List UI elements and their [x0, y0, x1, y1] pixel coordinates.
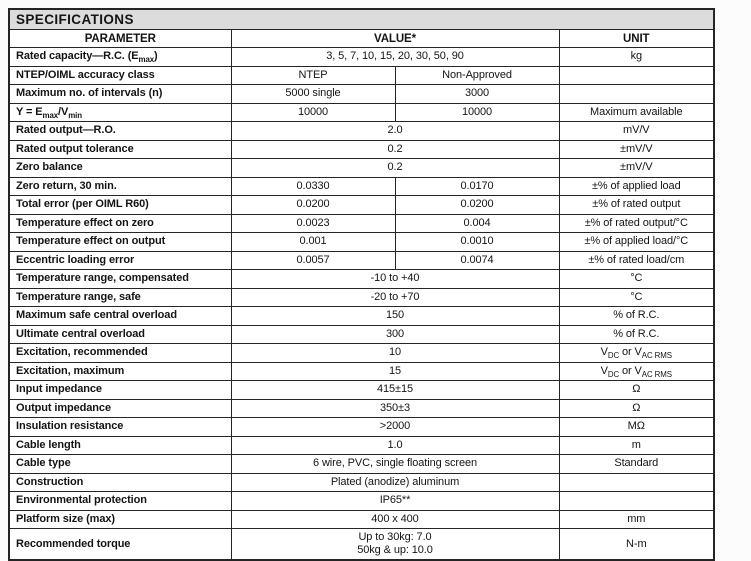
parameter-cell: Temperature effect on output: [9, 233, 231, 252]
unit-cell: ±% of rated load/cm: [559, 251, 714, 270]
parameter-cell: Excitation, recommended: [9, 344, 231, 363]
parameter-cell: Rated output—R.O.: [9, 122, 231, 141]
unit-cell: % of R.C.: [559, 325, 714, 344]
unit-cell: [559, 85, 714, 104]
value-cell: 2.0: [231, 122, 559, 141]
value-cell: 300: [231, 325, 559, 344]
unit-cell: MΩ: [559, 418, 714, 437]
unit-cell: [559, 66, 714, 85]
table-row: [9, 85, 714, 104]
unit-cell: °C: [559, 270, 714, 289]
value-cell: 0.001: [231, 233, 395, 252]
unit-cell: ±% of rated output: [559, 196, 714, 215]
unit-cell: ±mV/V: [559, 140, 714, 159]
parameter-cell: Cable type: [9, 455, 231, 474]
value-cell: 0.2: [231, 159, 559, 178]
column-header-value: VALUE*: [231, 30, 559, 48]
value-cell: 0.0330: [231, 177, 395, 196]
parameter-cell: Rated output tolerance: [9, 140, 231, 159]
table-row: [9, 344, 714, 363]
value-cell: -10 to +40: [231, 270, 559, 289]
table-row: [9, 325, 714, 344]
parameter-cell: Zero return, 30 min.: [9, 177, 231, 196]
value-cell: IP65**: [231, 492, 559, 511]
table-row: [9, 196, 714, 215]
parameter-cell: Recommended torque: [9, 529, 231, 561]
unit-cell: kg: [559, 48, 714, 67]
value-cell: -20 to +70: [231, 288, 559, 307]
table-row: [9, 492, 714, 511]
parameter-cell: Output impedance: [9, 399, 231, 418]
unit-cell: $V_{DC}$ or $V_{AC RMS}$: [559, 344, 714, 363]
value-cell: Up to 30kg: 7.0 50kg & up: 10.0: [231, 529, 559, 561]
table-title: SPECIFICATIONS: [9, 9, 714, 30]
datasheet-page: [8, 8, 715, 561]
parameter-cell: Total error (per OIML R60): [9, 196, 231, 215]
spec-table-body: [9, 48, 714, 561]
value-cell: 15: [231, 362, 559, 381]
table-row: [9, 529, 714, 561]
value-cell: 400 x 400: [231, 510, 559, 529]
value-cell: 10: [231, 344, 559, 363]
value-cell: 1.0: [231, 436, 559, 455]
table-row: [9, 233, 714, 252]
parameter-cell: Temperature range, compensated: [9, 270, 231, 289]
value-cell: 3000: [395, 85, 559, 104]
parameter-cell: Eccentric loading error: [9, 251, 231, 270]
column-header-unit: UNIT: [559, 30, 714, 48]
value-cell: 0.004: [395, 214, 559, 233]
unit-cell: m: [559, 436, 714, 455]
parameter-cell: Temperature effect on zero: [9, 214, 231, 233]
parameter-cell: Platform size (max): [9, 510, 231, 529]
table-row: [9, 103, 714, 122]
unit-cell: [559, 473, 714, 492]
unit-cell: ±% of applied load/°C: [559, 233, 714, 252]
unit-cell: Ω: [559, 381, 714, 400]
value-cell: 5000 single: [231, 85, 395, 104]
value-cell: 0.0010: [395, 233, 559, 252]
value-cell: 150: [231, 307, 559, 326]
table-row: [9, 362, 714, 381]
parameter-cell: Input impedance: [9, 381, 231, 400]
parameter-cell: Ultimate central overload: [9, 325, 231, 344]
specifications-table: [8, 8, 715, 561]
parameter-cell: Temperature range, safe: [9, 288, 231, 307]
unit-cell: $V_{DC}$ or $V_{AC RMS}$: [559, 362, 714, 381]
unit-cell: N-m: [559, 529, 714, 561]
table-row: [9, 159, 714, 178]
unit-cell: Standard: [559, 455, 714, 474]
table-row: [9, 66, 714, 85]
value-cell: 6 wire, PVC, single floating screen: [231, 455, 559, 474]
table-title-row: [9, 9, 714, 30]
table-row: [9, 455, 714, 474]
table-row: [9, 251, 714, 270]
parameter-cell: Maximum safe central overload: [9, 307, 231, 326]
table-row: [9, 307, 714, 326]
table-header-row: [9, 30, 714, 48]
value-cell: 415±15: [231, 381, 559, 400]
unit-cell: [559, 492, 714, 511]
table-row: [9, 381, 714, 400]
table-row: [9, 436, 714, 455]
unit-cell: Ω: [559, 399, 714, 418]
value-cell: 0.0170: [395, 177, 559, 196]
value-cell: 3, 5, 7, 10, 15, 20, 30, 50, 90: [231, 48, 559, 67]
value-cell: 0.0200: [395, 196, 559, 215]
value-cell: 10000: [395, 103, 559, 122]
column-header-parameter: PARAMETER: [9, 30, 231, 48]
value-cell: 0.0200: [231, 196, 395, 215]
value-cell: >2000: [231, 418, 559, 437]
parameter-cell: Rated capacity—R.C. $(E_{max})$: [9, 48, 231, 67]
table-row: [9, 510, 714, 529]
parameter-cell: Maximum no. of intervals (n): [9, 85, 231, 104]
parameter-cell: Zero balance: [9, 159, 231, 178]
table-row: [9, 122, 714, 141]
value-cell: 10000: [231, 103, 395, 122]
parameter-cell: NTEP/OIML accuracy class: [9, 66, 231, 85]
unit-cell: % of R.C.: [559, 307, 714, 326]
value-cell: 0.0023: [231, 214, 395, 233]
table-row: [9, 177, 714, 196]
unit-cell: Maximum available: [559, 103, 714, 122]
parameter-cell: Construction: [9, 473, 231, 492]
unit-cell: ±% of rated output/°C: [559, 214, 714, 233]
value-cell: 0.2: [231, 140, 559, 159]
table-row: [9, 214, 714, 233]
unit-cell: mV/V: [559, 122, 714, 141]
unit-cell: ±% of applied load: [559, 177, 714, 196]
value-cell: 0.0074: [395, 251, 559, 270]
table-row: [9, 418, 714, 437]
table-row: [9, 270, 714, 289]
table-row: [9, 140, 714, 159]
table-row: [9, 473, 714, 492]
unit-cell: °C: [559, 288, 714, 307]
value-cell: Non-Approved: [395, 66, 559, 85]
unit-cell: mm: [559, 510, 714, 529]
table-row: [9, 399, 714, 418]
unit-cell: ±mV/V: [559, 159, 714, 178]
value-cell: 0.0057: [231, 251, 395, 270]
parameter-cell: $Y = E_{max}/V_{min}$: [9, 103, 231, 122]
table-row: [9, 288, 714, 307]
parameter-cell: Cable length: [9, 436, 231, 455]
value-cell: 350±3: [231, 399, 559, 418]
parameter-cell: Excitation, maximum: [9, 362, 231, 381]
value-cell: Plated (anodize) aluminum: [231, 473, 559, 492]
parameter-cell: Environmental protection: [9, 492, 231, 511]
table-row: [9, 48, 714, 67]
parameter-cell: Insulation resistance: [9, 418, 231, 437]
value-cell: NTEP: [231, 66, 395, 85]
